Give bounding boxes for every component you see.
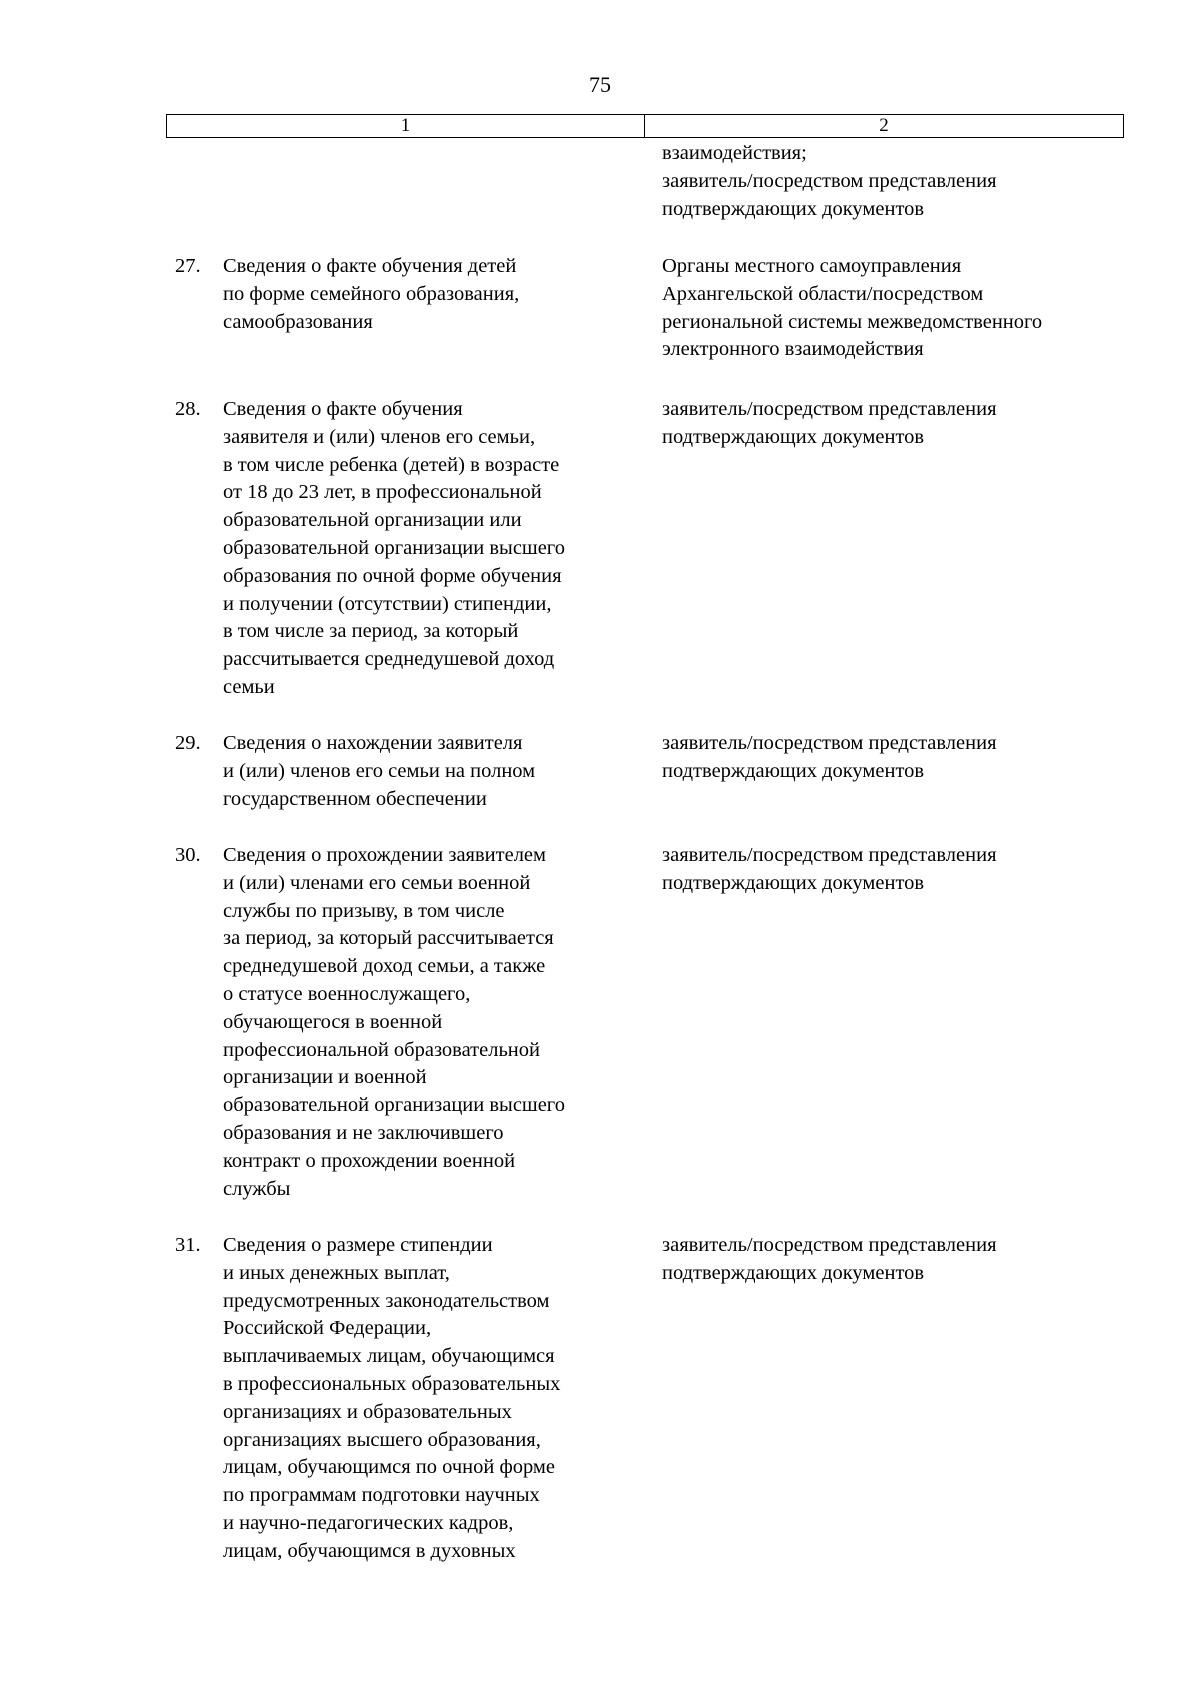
page-number: 75 (589, 72, 611, 97)
row-number: 30. (175, 844, 201, 866)
row-source: заявитель/посредством представления подтверждающих документов (662, 398, 997, 448)
row-number: 29. (175, 732, 201, 754)
row-description: Сведения о нахождении заявителя и (или) членов его семьи на полном государственном обеспечении (223, 732, 536, 810)
row-number: 31. (175, 1234, 201, 1256)
row-description: Сведения о прохождении заявителем и (или) членами его семьи военной службы по призыву, в том числе за период, за который рассчитывается среднедушевой доход семьи, а также о статусе военнослужащего, обучающегося в военной профессиональной образовательной организации и военной образовательной организации высшего образования и не заключившего контракт о прохождении военной службы (223, 844, 565, 1200)
row-source: заявитель/посредством представления подтверждающих документов (662, 732, 997, 782)
row-description: Сведения о размере стипендии и иных денежных выплат, предусмотренных законодательством Российской Федерации, выплачиваемых лицам, обучающимся в профессиональных образовательных организациях и образовательных организациях высшего образования, лицам, обучающимся по очной форме по программам подготовки научных и научно-педагогических кадров, лицам, обучающимся в духовных (223, 1234, 561, 1562)
table-header-column-1: 1 (167, 115, 645, 137)
table-header (166, 114, 1124, 138)
row-source: Органы местного самоуправления Архангельской области/посредством региональной системы межведомственного электронного взаимодействия (662, 255, 1043, 361)
row-description: Сведения о факте обучения детей по форме семейного образования, самообразования (223, 255, 520, 333)
table-header-column-2: 2 (879, 115, 889, 136)
continued-source-cell: взаимодействия; заявитель/посредством представления подтверждающих документов (662, 142, 997, 220)
row-source: заявитель/посредством представления подтверждающих документов (662, 1234, 997, 1284)
row-source: заявитель/посредством представления подтверждающих документов (662, 844, 997, 894)
row-description: Сведения о факте обучения заявителя и (или) членов его семьи, в том числе ребенка (детей) в возрасте от 18 до 23 лет, в профессиональной образовательной организации или образовательной организации высшего образования по очной форме обучения и получении (отсутствии) стипендии, в том числе за период, за который рассчитывается среднедушевой доход семьи (223, 398, 565, 698)
row-number: 27. (175, 255, 201, 277)
row-number: 28. (175, 398, 201, 420)
